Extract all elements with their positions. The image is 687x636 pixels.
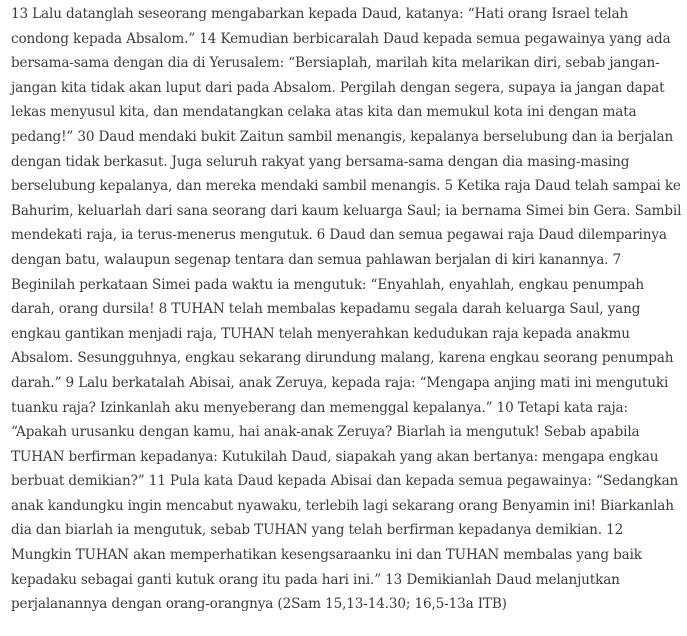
passage-line: Bahurim, keluarlah dari sana seorang dari kaum keluarga Saul; ia bernama Simei bin Gera. Sambil <box>11 202 682 219</box>
passage-line: engkau gantikan menjadi raja, TUHAN telah menyerahkan kedudukan raja kepada anakmu <box>11 325 630 342</box>
bible-passage-text <box>11 2 681 617</box>
passage-line: dia dan biarlah ia mengutuk, sebab TUHAN yang telah berfirman kepadanya demikian. 12 <box>11 522 624 539</box>
passage-line: anak kandungku ingin mencabut nyawaku, terlebih lagi sekarang orang Benyamin ini! Biarkanlah <box>11 497 674 514</box>
passage-line: “Apakah urusanku dengan kamu, hai anak-anak Zeruya? Biarlah ia mengutuk! Sebab apabila <box>11 424 640 441</box>
passage-line: perjalanannya dengan orang-orangnya (2Sam 15,13-14.30; 16,5-13a ITB) <box>11 596 507 613</box>
passage-line: berselubung kepalanya, dan mereka mendaki sambil menangis. 5 Ketika raja Daud telah sampai ke <box>11 178 681 195</box>
passage-line: TUHAN berfirman kepadanya: Kutukilah Daud, siapakah yang akan bertanya: mengapa engkau <box>11 448 659 465</box>
passage-line: kepadaku sebagai ganti kutuk orang itu pada hari ini.” 13 Demikianlah Daud melanjutkan <box>11 571 620 588</box>
passage-line: darah.” 9 Lalu berkatalah Abisai, anak Zeruya, kepada raja: “Mengapa anjing mati ini mengutuki <box>11 374 669 391</box>
passage-line: mendekati raja, ia terus-menerus mengutuk. 6 Daud dan semua pegawai raja Daud dilemparinya <box>11 227 667 244</box>
passage-line: berbuat demikian?” 11 Pula kata Daud kepada Abisai dan kepada semua pegawainya: “Sedangkan <box>11 473 679 490</box>
passage-line: dengan batu, walaupun segenap tentara dan semua pahlawan berjalan di kiri kanannya. 7 <box>11 251 621 268</box>
passage-line: 13 Lalu datanglah seseorang mengabarkan kepada Daud, katanya: “Hati orang Israel telah <box>11 6 629 22</box>
passage-line: condong kepada Absalom.” 14 Kemudian berbicaralah Daud kepada semua pegawainya yang ada <box>11 30 671 47</box>
passage-line: Mungkin TUHAN akan memperhatikan kesengsaraanku ini dan TUHAN membalas yang baik <box>11 547 642 564</box>
passage-line: tuanku raja? Izinkanlah aku menyeberang dan memenggal kepalanya.” 10 Tetapi kata raja: <box>11 399 628 416</box>
passage-line: Absalom. Sesungguhnya, engkau sekarang dirundung malang, karena engkau seorang penumpah <box>11 350 674 367</box>
passage-line: jangan kita tidak akan luput dari pada Absalom. Pergilah dengan segera, supaya ia jangan dapat <box>11 79 665 96</box>
passage-line: dengan tidak berkasut. Juga seluruh rakyat yang bersama-sama dengan dia masing-masing <box>11 153 630 170</box>
passage-line: Beginilah perkataan Simei pada waktu ia mengutuk: “Enyahlah, enyahlah, engkau penumpah <box>11 276 644 293</box>
passage-line: bersama-sama dengan dia di Yerusalem: “Bersiaplah, marilah kita melarikan diri, sebab jangan- <box>11 55 660 72</box>
passage-line: darah, orang dursila! 8 TUHAN telah membalas kepadamu segala darah keluarga Saul, yang <box>11 301 641 318</box>
passage-line: pedang!” 30 Daud mendaki bukit Zaitun sambil menangis, kepalanya berselubung dan ia berjalan <box>11 128 674 145</box>
passage-line: lekas menyusul kita, dan mendatangkan celaka atas kita dan memukul kota ini dengan mata <box>11 104 637 121</box>
